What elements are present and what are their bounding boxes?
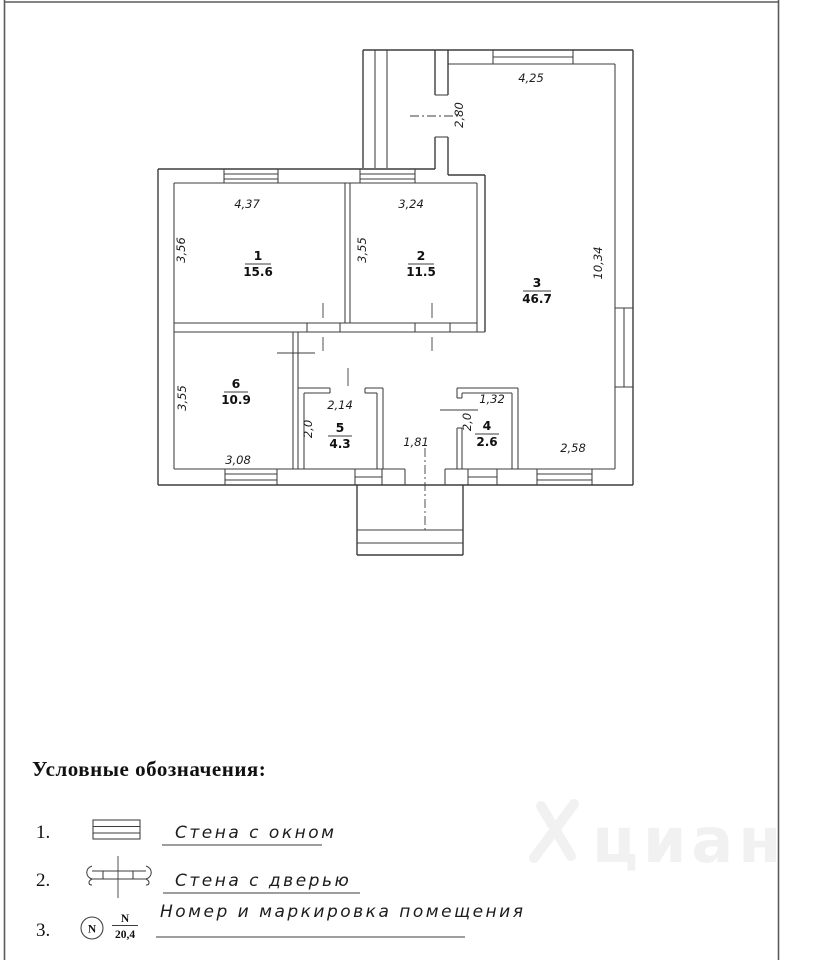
room-marks (221, 248, 552, 451)
left-wall (158, 169, 174, 485)
watermark (534, 804, 786, 877)
legend-item3-number: 3. (36, 920, 51, 941)
window-bottom-hall-right (468, 469, 497, 485)
room5-number: 5 (335, 420, 345, 435)
dim-room5-left: 2,0 (301, 419, 315, 439)
middle-wall (174, 303, 485, 351)
dimension-labels (174, 71, 605, 467)
room6-number: 6 (231, 376, 241, 391)
legend-item-room-mark (36, 902, 525, 941)
walls (158, 50, 633, 555)
room-mark-circle-letter: N (87, 923, 97, 936)
window-bottom-room3 (537, 469, 592, 485)
window-top-room2 (360, 169, 415, 183)
room-mark-6 (221, 376, 251, 407)
room-mark-1 (243, 248, 273, 279)
legend-item2-label: Стена с дверью (175, 871, 352, 891)
dim-room2-top: 3,24 (398, 197, 424, 211)
dim-room4-left: 2,0 (460, 412, 474, 432)
window-top-room3 (493, 50, 573, 64)
dim-room5-top: 2,14 (327, 398, 353, 412)
window-bottom-hall-left (355, 469, 382, 485)
room-mark-5 (328, 420, 352, 451)
legend (32, 757, 525, 941)
dim-room1-top: 4,37 (234, 197, 260, 211)
window-bottom-room6 (225, 469, 277, 485)
room3-top-wall (448, 50, 615, 64)
window-symbol-icon (93, 820, 140, 839)
room4-number: 4 (482, 418, 492, 433)
dim-room4-top: 1,32 (479, 392, 505, 406)
dim-room3-top: 4,25 (518, 71, 544, 85)
dim-room2-left: 3,55 (355, 237, 369, 263)
main-top-wall (158, 169, 485, 183)
room-mark-2 (406, 248, 436, 279)
room5-walls (298, 368, 383, 469)
legend-item-window (36, 820, 336, 845)
top-porch (363, 50, 633, 175)
room-mark-denominator: 20,4 (114, 929, 136, 941)
legend-item2-number: 2. (36, 870, 51, 891)
window-right-wall (615, 308, 633, 387)
room-mark-numerator: N (120, 913, 130, 925)
dim-room6-left: 3,55 (175, 385, 189, 411)
legend-item-door (36, 856, 360, 898)
dim-room6-bottom: 3,08 (225, 453, 251, 467)
room1-number: 1 (253, 248, 263, 263)
door-symbol-icon (87, 856, 152, 898)
room3-number: 3 (532, 275, 542, 290)
window-top-room1 (224, 169, 278, 183)
legend-item3-label: Номер и маркировка помещения (160, 902, 526, 922)
room2-area: 11.5 (406, 265, 436, 279)
legend-item1-number: 1. (36, 822, 51, 843)
dim-room1-left: 3,56 (174, 237, 188, 263)
right-wall (615, 50, 633, 485)
room-mark-symbol-icon (81, 913, 138, 941)
wall-room1-room2 (345, 183, 350, 323)
dim-room3-right: 10,34 (591, 246, 605, 280)
dim-room3-bottom: 2,58 (560, 441, 586, 455)
entrance-door (405, 448, 445, 532)
legend-item1-label: Стена с окном (175, 823, 337, 843)
room-mark-3 (522, 275, 552, 306)
watermark-text: циан (592, 804, 787, 877)
room3-area: 46.7 (522, 292, 552, 306)
dim-porch-depth: 2,80 (452, 102, 466, 128)
wall-room6-hall (277, 332, 315, 469)
legend-title: Условные обозначения: (32, 757, 267, 781)
bottom-porch (357, 485, 463, 555)
wall-room2-room3 (477, 175, 485, 332)
room4-area: 2.6 (476, 435, 498, 449)
room-mark-4 (475, 418, 499, 449)
room5-area: 4.3 (329, 437, 351, 451)
dim-hall-width: 1,81 (403, 435, 429, 449)
room6-area: 10.9 (221, 393, 251, 407)
room1-area: 15.6 (243, 265, 273, 279)
room2-number: 2 (416, 248, 426, 263)
